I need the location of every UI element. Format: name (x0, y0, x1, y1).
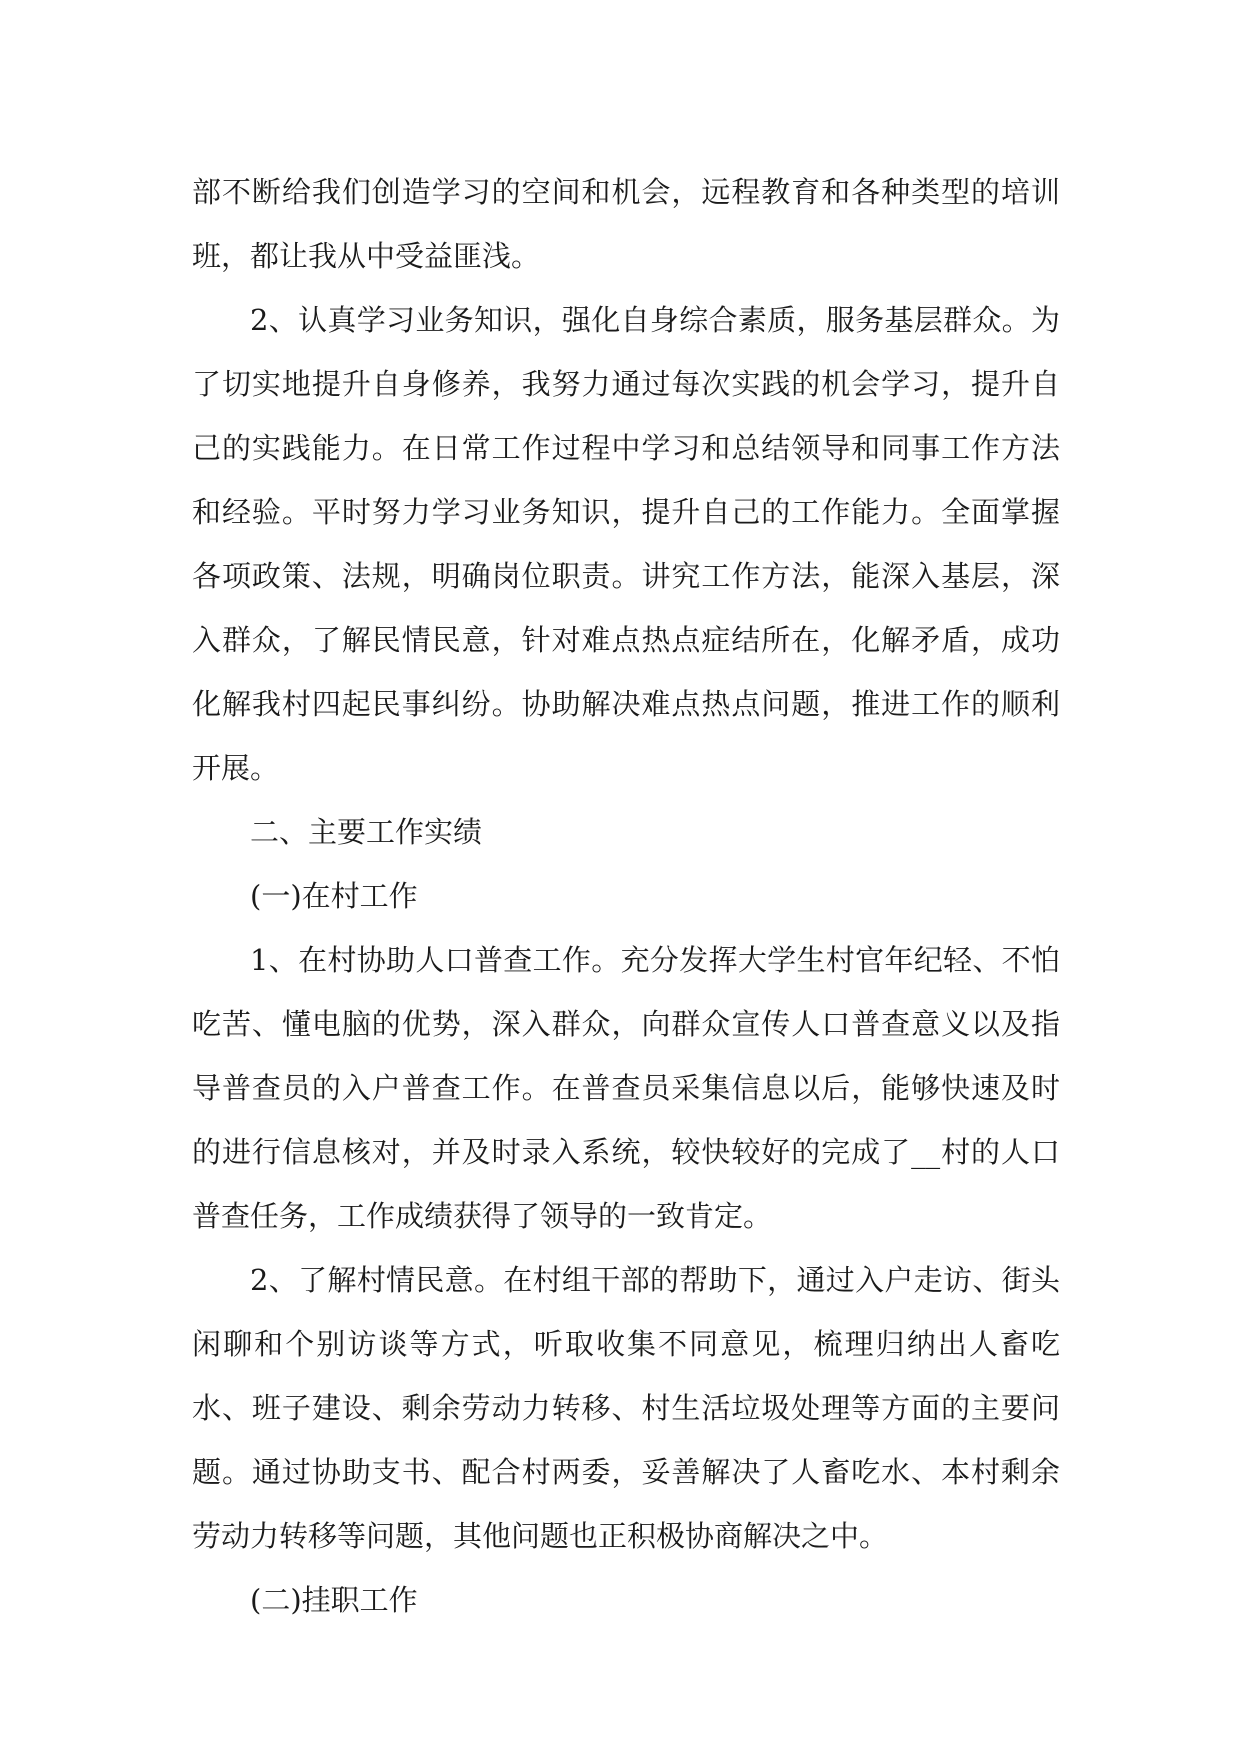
section-heading-main-achievements: 二、主要工作实绩 (250, 815, 483, 849)
subsection-heading-temporary-post: (二)挂职工作 (250, 1583, 418, 1617)
paragraph-census-work: 1、在村协助人口普查工作。充分发挥大学生村官年纪轻、不怕吃苦、懂电脑的优势，深入群众，向群众宣传人口普查意义以及指导普查员的入户普查工作。在普查员采集信息以后，能够快速及时的进行信息核对，并及时录入系统，较快较好的完成了__村的人口普查任务，工作成绩获得了领导的一致肯定。 (192, 943, 1060, 1233)
paragraph-study-business-knowledge: 2、认真学习业务知识，强化自身综合素质，服务基层群众。为了切实地提升自身修养，我努力通过每次实践的机会学习，提升自己的实践能力。在日常工作过程中学习和总结领导和同事工作方法和经验。平时努力学习业务知识，提升自己的工作能力。全面掌握各项政策、法规，明确岗位职责。讲究工作方法，能深入基层，深入群众，了解民情民意，针对难点热点症结所在，化解矛盾，成功化解我村四起民事纠纷。协助解决难点热点问题，推进工作的顺利开展。 (192, 303, 1060, 785)
document-body (192, 160, 1060, 1632)
paragraph-continuation: 部不断给我们创造学习的空间和机会，远程教育和各种类型的培训班，都让我从中受益匪浅。 (192, 175, 1060, 273)
subsection-heading-village-work: (一)在村工作 (250, 879, 418, 913)
paragraph-village-conditions: 2、了解村情民意。在村组干部的帮助下，通过入户走访、街头闲聊和个别访谈等方式，听取收集不同意见，梳理归纳出人畜吃水、班子建设、剩余劳动力转移、村生活垃圾处理等方面的主要问题。通过协助支书、配合村两委，妥善解决了人畜吃水、本村剩余劳动力转移等问题，其他问题也正积极协商解决之中。 (192, 1263, 1060, 1553)
